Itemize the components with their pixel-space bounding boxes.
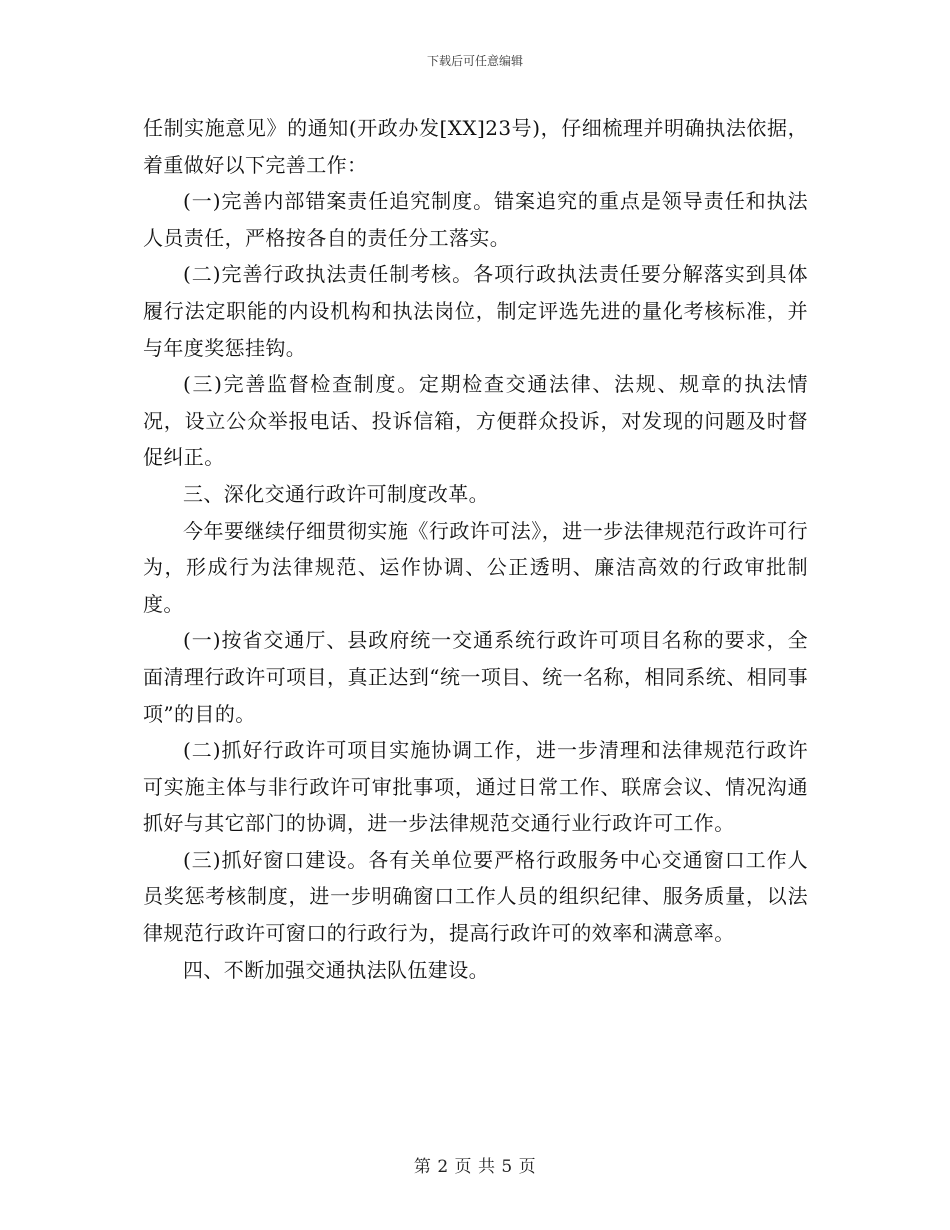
paragraph: (三)抓好窗口建设。各有关单位要严格行政服务中心交通窗口工作人员奖惩考核制度，进一步明确窗口工作人员的组织纪律、服务质量，以法律规范行政许可窗口的行政行为，提高行政许可的效率和满意率。 — [143, 847, 808, 946]
paragraph: (一)按省交通厅、县政府统一交通系统行政许可项目名称的要求，全面清理行政许可项目，真正达到“统一项目、统一名称，相同系统、相同事项”的目的。 — [143, 628, 808, 726]
section-heading: 四、不断加强交通执法队伍建设。 — [183, 957, 489, 982]
paragraph: 今年要继续仔细贯彻实施《行政许可法》，进一步法律规范行政许可行为，形成行为法律规范、运作协调、公正透明、廉洁高效的行政审批制度。 — [143, 518, 808, 616]
paragraph: (二)完善行政执法责任制考核。各项行政执法责任要分解落实到具体履行法定职能的内设机构和执法岗位，制定评选先进的量化考核标准，并与年度奖惩挂钩。 — [143, 262, 808, 360]
paragraph: (三)完善监督检查制度。定期检查交通法律、法规、规章的执法情况，设立公众举报电话、投诉信箱，方便群众投诉，对发现的问题及时督促纠正。 — [143, 372, 808, 470]
paragraph: 任制实施意见》的通知(开政办发[XX]23号)，仔细梳理并明确执法依据，着重做好以下完善工作： — [143, 116, 808, 177]
page-header: 下载后可任意编辑 — [426, 54, 523, 68]
section-heading: 三、深化交通行政许可制度改革。 — [183, 481, 489, 506]
paragraph: (二)抓好行政许可项目实施协调工作，进一步清理和法律规范行政许可实施主体与非行政许可审批事项，通过日常工作、联席会议、情况沟通抓好与其它部门的协调，进一步法律规范交通行业行政许可工作。 — [143, 738, 808, 836]
page-number-footer: 第 2 页 共 5 页 — [413, 1157, 537, 1177]
document-body — [143, 110, 808, 988]
paragraph: (一)完善内部错案责任追究制度。错案追究的重点是领导责任和执法人员责任，严格按各自的责任分工落实。 — [143, 189, 808, 250]
